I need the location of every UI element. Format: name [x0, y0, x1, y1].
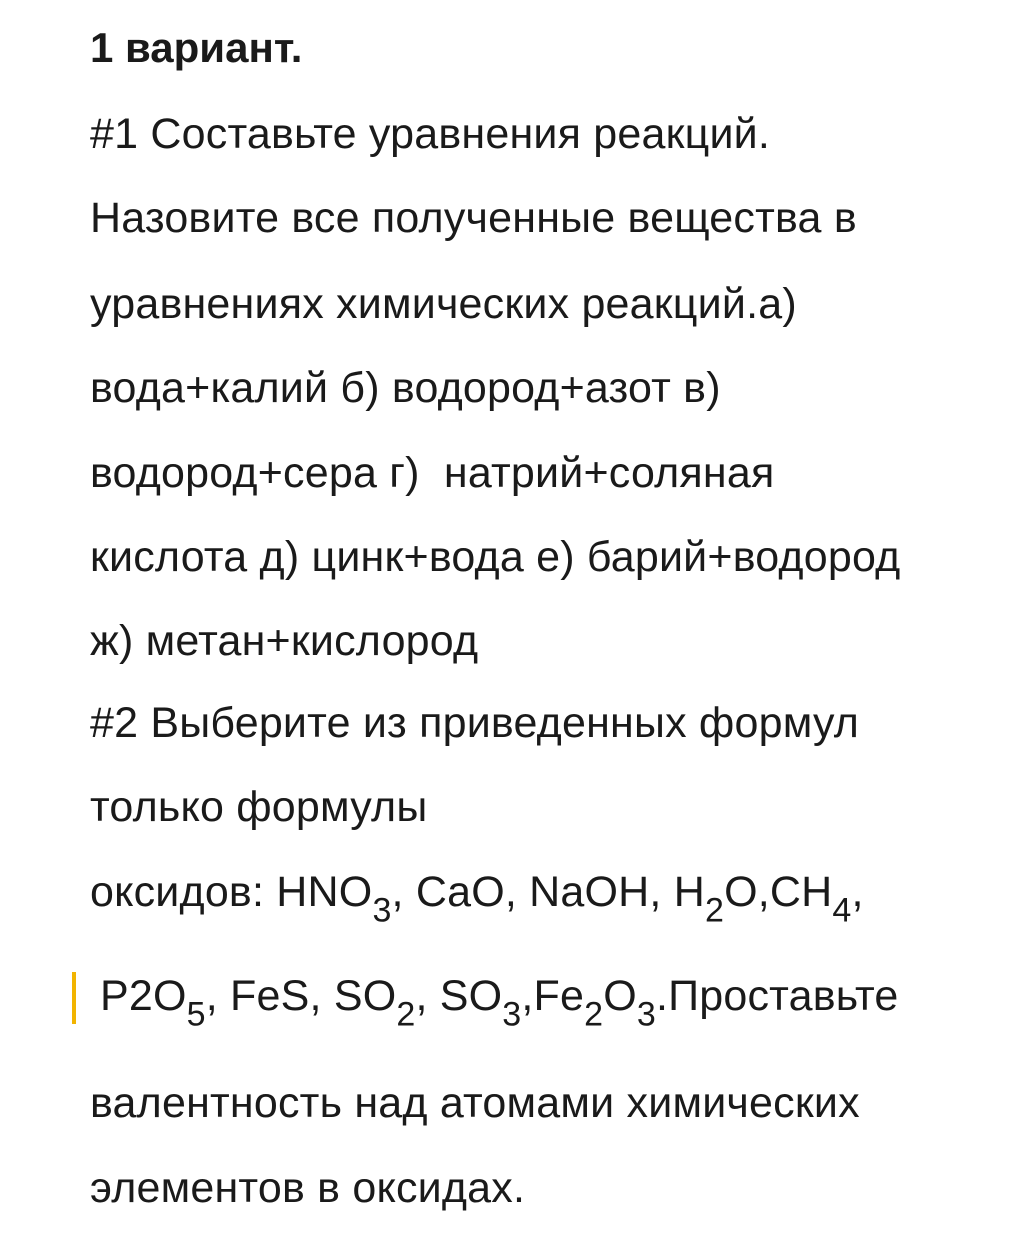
- task1-line-7: ж) метан+кислород: [90, 617, 479, 665]
- task2-line-1: #2 Выберите из приведенных формул: [90, 699, 860, 747]
- oxides-prefix: оксидов:: [90, 868, 277, 916]
- formula-ch4: O,CH: [724, 868, 833, 916]
- task1-line-5: водород+сера г) натрий+соляная: [90, 449, 775, 497]
- formulas-line: [100, 966, 899, 1034]
- formula-subscript: 2: [584, 995, 604, 1034]
- task2-line-3: валентность над атомами химических: [90, 1079, 860, 1127]
- oxides-formula-line: [90, 862, 864, 930]
- formula-h2o: H: [673, 868, 705, 916]
- formula-p2o5: P2O: [100, 972, 187, 1020]
- task1-line-6: кислота д) цинк+вода е) барий+водород: [90, 533, 901, 581]
- task1-line-2: Назовите все полученные вещества в: [90, 194, 857, 242]
- formula-subscript: 2: [704, 891, 725, 930]
- formula-separator: , CaO, NaOH,: [391, 868, 674, 916]
- formula-subscript: 3: [372, 891, 392, 930]
- formula-subscript: 2: [396, 995, 416, 1034]
- text-cursor-marker: [72, 972, 76, 1024]
- formula-fes-so2: , FeS, SO: [205, 972, 397, 1020]
- formula-hno3: HNO: [276, 868, 373, 916]
- instruction-text: .Проставьте: [656, 972, 899, 1020]
- formula-fe2o3-o: O: [603, 972, 637, 1020]
- formula-separator: ,: [851, 868, 864, 916]
- formula-so3: , SO: [415, 972, 503, 1020]
- formula-subscript: 4: [832, 891, 852, 930]
- formula-subscript: 3: [636, 995, 656, 1034]
- formula-fe2o3: ,Fe: [521, 972, 585, 1020]
- task1-line-3: уравнениях химических реакций.а): [90, 280, 797, 328]
- task1-line-4: вода+калий б) водород+азот в): [90, 364, 721, 412]
- formula-subscript: 3: [502, 995, 522, 1034]
- variant-title: 1 вариант.: [90, 24, 303, 71]
- formula-subscript: 5: [186, 995, 206, 1034]
- task2-line-2: только формулы: [90, 783, 428, 831]
- task1-line-1: #1 Составьте уравнения реакций.: [90, 110, 771, 158]
- task2-line-4: элементов в оксидах.: [90, 1164, 526, 1212]
